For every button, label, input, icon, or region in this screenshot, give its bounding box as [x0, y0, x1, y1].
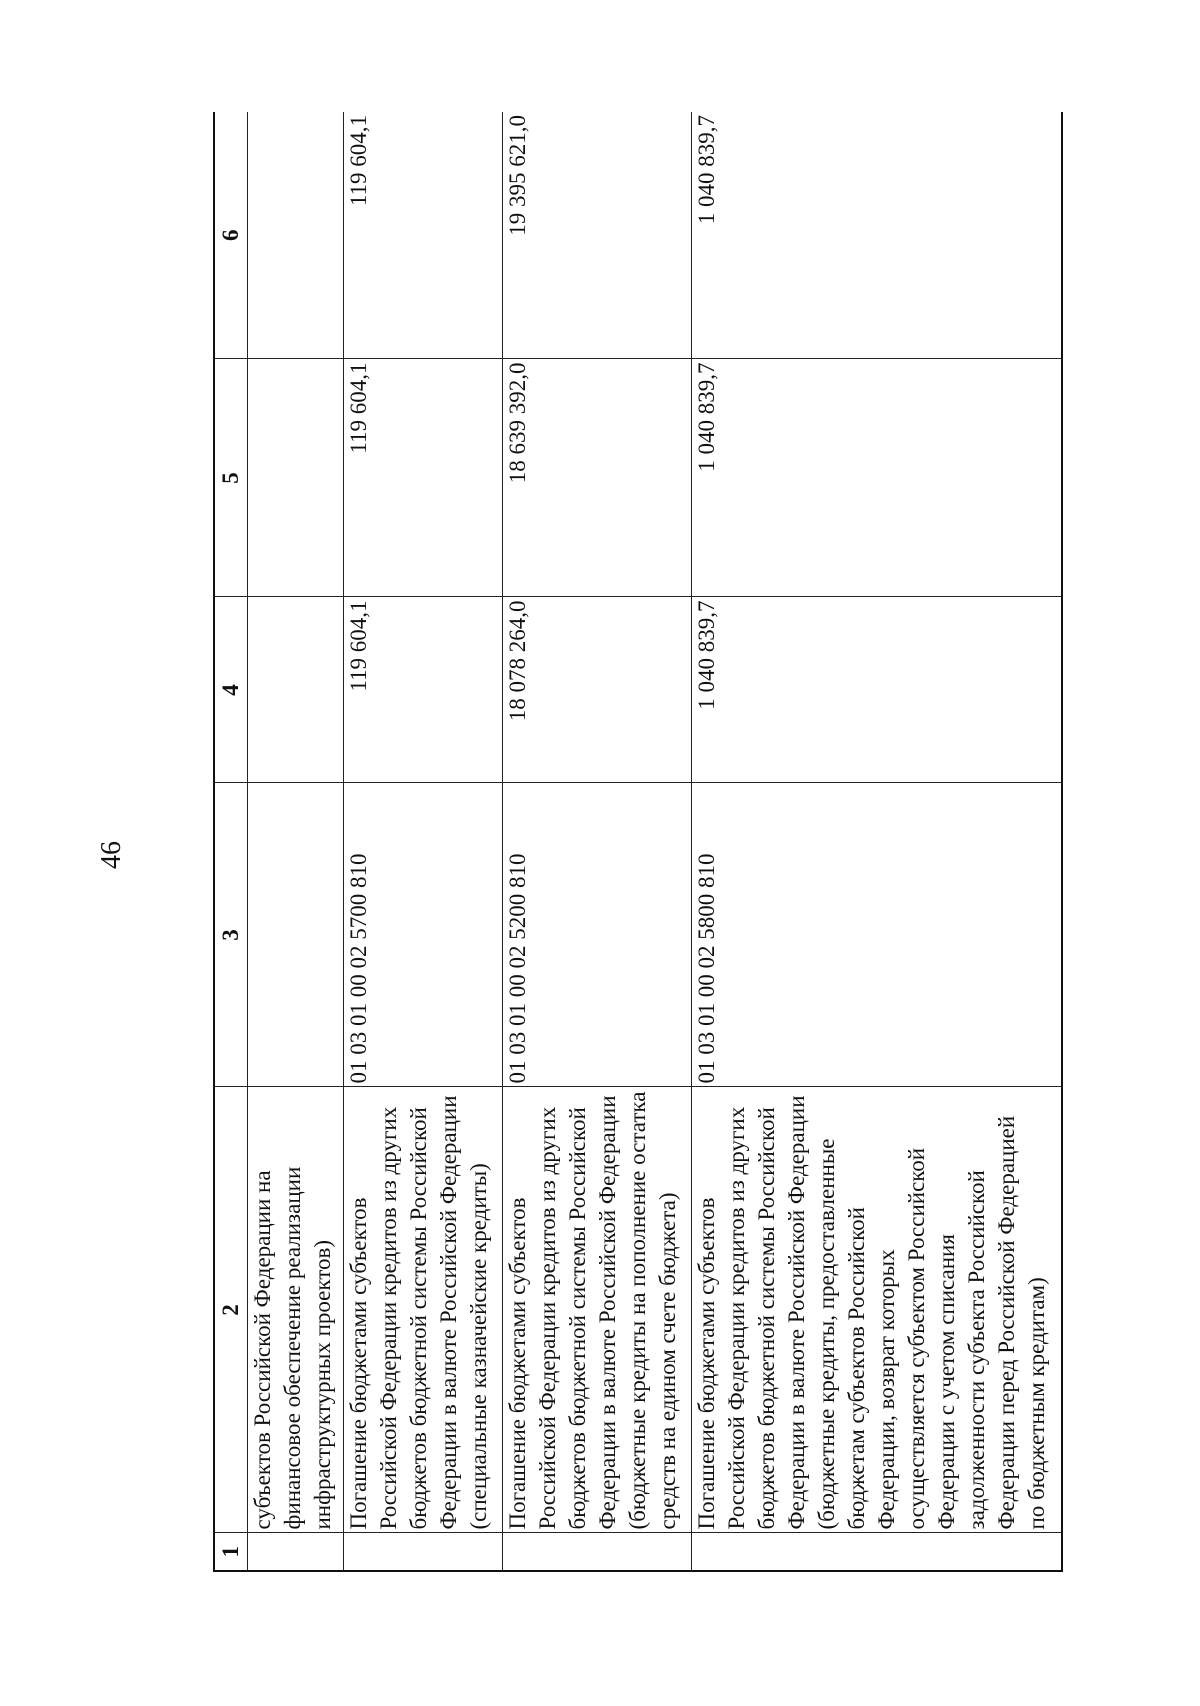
table-row — [248, 112, 344, 1571]
row-code-cell: 01 03 01 00 02 5700 810 — [344, 783, 502, 1087]
row-value-col6: 1 040 839,7 — [691, 112, 1062, 359]
row-index-cell — [344, 1533, 502, 1571]
row-value-col4: 18 078 264,0 — [502, 597, 691, 783]
row-value-col6: 119 604,1 — [344, 112, 502, 359]
header-col-2: 2 — [214, 1087, 248, 1533]
header-col-3: 3 — [214, 783, 248, 1087]
row-value-col6: 19 395 621,0 — [502, 112, 691, 359]
row-value-col5: 1 040 839,7 — [691, 359, 1062, 597]
row-index-cell — [691, 1533, 1062, 1571]
table-row — [502, 112, 691, 1571]
row-value-col5 — [248, 359, 344, 597]
header-row — [214, 112, 248, 1571]
row-name-cell: Погашение бюджетами субъектов Российской Федерации кредитов из других бюджетов бюджетной системы Российской Федерации в валюте Российской Федерации (бюджетные кредиты, предоставленные бюджетам субъектов Российской Федерации, возврат которых осуществляется субъектом Российской Федерации с учетом списания задолженности субъекта Российской Федерации перед Российской Федерацией по бюджетным кредитам) — [691, 1087, 1062, 1533]
header-col-5: 5 — [214, 359, 248, 597]
row-value-col4: 1 040 839,7 — [691, 597, 1062, 783]
rotated-table-area — [213, 112, 1063, 1572]
row-name-cell: субъектов Российской Федерации на финансовое обеспечение реализации инфраструктурных проектов) — [248, 1087, 344, 1533]
header-col-1: 1 — [214, 1533, 248, 1571]
row-index-cell — [502, 1533, 691, 1571]
row-value-col5: 119 604,1 — [344, 359, 502, 597]
budget-table — [213, 112, 1063, 1572]
row-value-col4 — [248, 597, 344, 783]
row-code-cell: 01 03 01 00 02 5200 810 — [502, 783, 691, 1087]
row-name-cell: Погашение бюджетами субъектов Российской Федерации кредитов из других бюджетов бюджетной системы Российской Федерации в валюте Российской Федерации (бюджетные кредиты на пополнение остатка средств на едином счете бюджета) — [502, 1087, 691, 1533]
row-name-cell: Погашение бюджетами субъектов Российской Федерации кредитов из других бюджетов бюджетной системы Российской Федерации в валюте Российской Федерации (специальные казначейские кредиты) — [344, 1087, 502, 1533]
row-value-col6 — [248, 112, 344, 359]
row-code-cell — [248, 783, 344, 1087]
page-number: 46 — [96, 841, 127, 869]
row-code-cell: 01 03 01 00 02 5800 810 — [691, 783, 1062, 1087]
row-value-col5: 18 639 392,0 — [502, 359, 691, 597]
row-index-cell — [248, 1533, 344, 1571]
row-value-col4: 119 604,1 — [344, 597, 502, 783]
header-col-6: 6 — [214, 112, 248, 359]
rotated-table-frame — [213, 112, 1063, 1572]
table-row — [691, 112, 1062, 1571]
header-col-4: 4 — [214, 597, 248, 783]
table-row — [344, 112, 502, 1571]
